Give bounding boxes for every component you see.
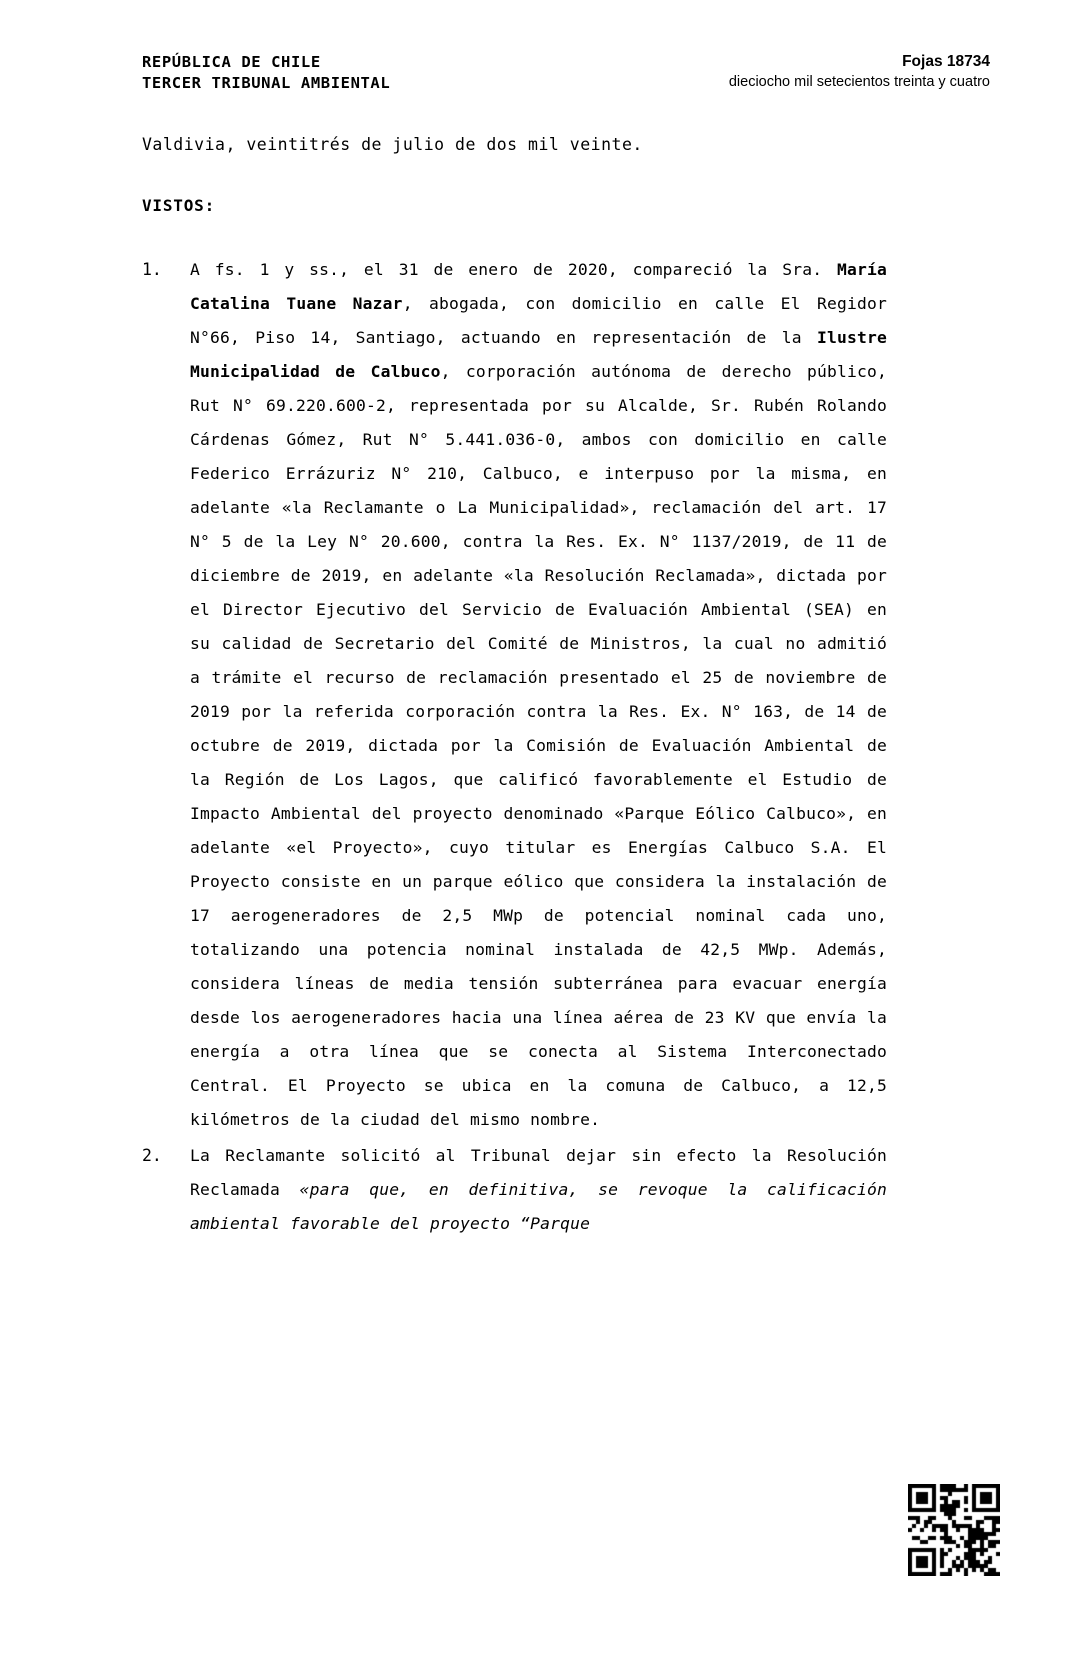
page-header [142, 52, 990, 94]
item-paragraph [190, 1139, 887, 1241]
republic-line: REPÚBLICA DE CHILE [142, 53, 321, 71]
tribunal-line: TERCER TRIBUNAL AMBIENTAL [142, 74, 391, 92]
numbered-items-list [142, 253, 887, 1241]
document-body [142, 135, 887, 1243]
emphasis-bold: María Catalina Tuane Nazar [190, 260, 887, 313]
text-run: , abogada, con domicilio en calle El Regidor N°66, Piso 14, Santiago, actuando en representación de la [190, 294, 887, 347]
text-run: La Reclamante solicitó al Tribunal dejar sin efecto la Resolución Reclamada [190, 1146, 887, 1199]
item-paragraph [190, 253, 887, 1137]
item-number: 2. [142, 1146, 162, 1165]
item-number: 1. [142, 260, 162, 279]
qr-code [908, 1484, 1000, 1576]
numbered-item [142, 253, 887, 1137]
folio-stamp [729, 52, 990, 92]
folio-number-words: dieciocho mil setecientos treinta y cuatro [728, 74, 990, 90]
dateline: Valdivia, veintitrés de julio de dos mil veinte. [142, 135, 643, 154]
numbered-item [142, 1139, 887, 1241]
emphasis-italic: «para que, en definitiva, se revoque la calificación ambiental favorable del proyecto “Parque [190, 1180, 887, 1233]
emphasis-bold: Ilustre Municipalidad de Calbuco [190, 328, 887, 381]
text-run: , corporación autónoma de derecho público, Rut N° 69.220.600-2, representada por su Alcalde, Sr. Rubén Rolando Cárdenas Gómez, Rut N° 5.441.036-0, ambos con domicilio en calle Federico Errázuriz N° 210, Calbuco, e interpuso por la misma, en adelante «la Reclamante o La Municipalidad», reclamación del art. 17 N° 5 de la Ley N° 20.600, contra la Res. Ex. N° 1137/2019, de 11 de diciembre de 2019, en adelante «la Resolución Reclamada», dictada por el Director Ejecutivo del Servicio de Evaluación Ambiental (SEA) en su calidad de Secretario del Comité de Ministros, la cual no admitió a trámite el recurso de reclamación presentado el 25 de noviembre de 2019 por la referida corporación contra la Res. Ex. N° 163, de 14 de octubre de 2019, dictada por la Comisión de Evaluación Ambiental de la Región de Los Lagos, que calificó favorablemente el Estudio de Impacto Ambiental del proyecto denominado «Parque Eólico Calbuco», en adelante «el Proyecto», cuyo titular es Energías Calbuco S.A. El Proyecto consiste en un parque eólico que considera la instalación de 17 aerogeneradores de 2,5 MWp de potencial nominal cada uno, totalizando una potencia nominal instalada de 42,5 MWp. Además, considera líneas de media tensión subterránea para evacuar energía desde los aerogeneradores hacia una línea aérea de 23 KV que envía la energía a otra línea que se conecta al Sistema Interconectado Central. El Proyecto se ubica en la comuna de Calbuco, a 12,5 kilómetros de la ciudad del mismo nombre. [190, 362, 887, 1129]
folio-number: Fojas 18734 [902, 53, 990, 70]
text-run: A fs. 1 y ss., el 31 de enero de 2020, compareció la Sra. [190, 260, 837, 279]
section-title-vistos: VISTOS: [142, 196, 216, 215]
court-identification [142, 52, 390, 94]
